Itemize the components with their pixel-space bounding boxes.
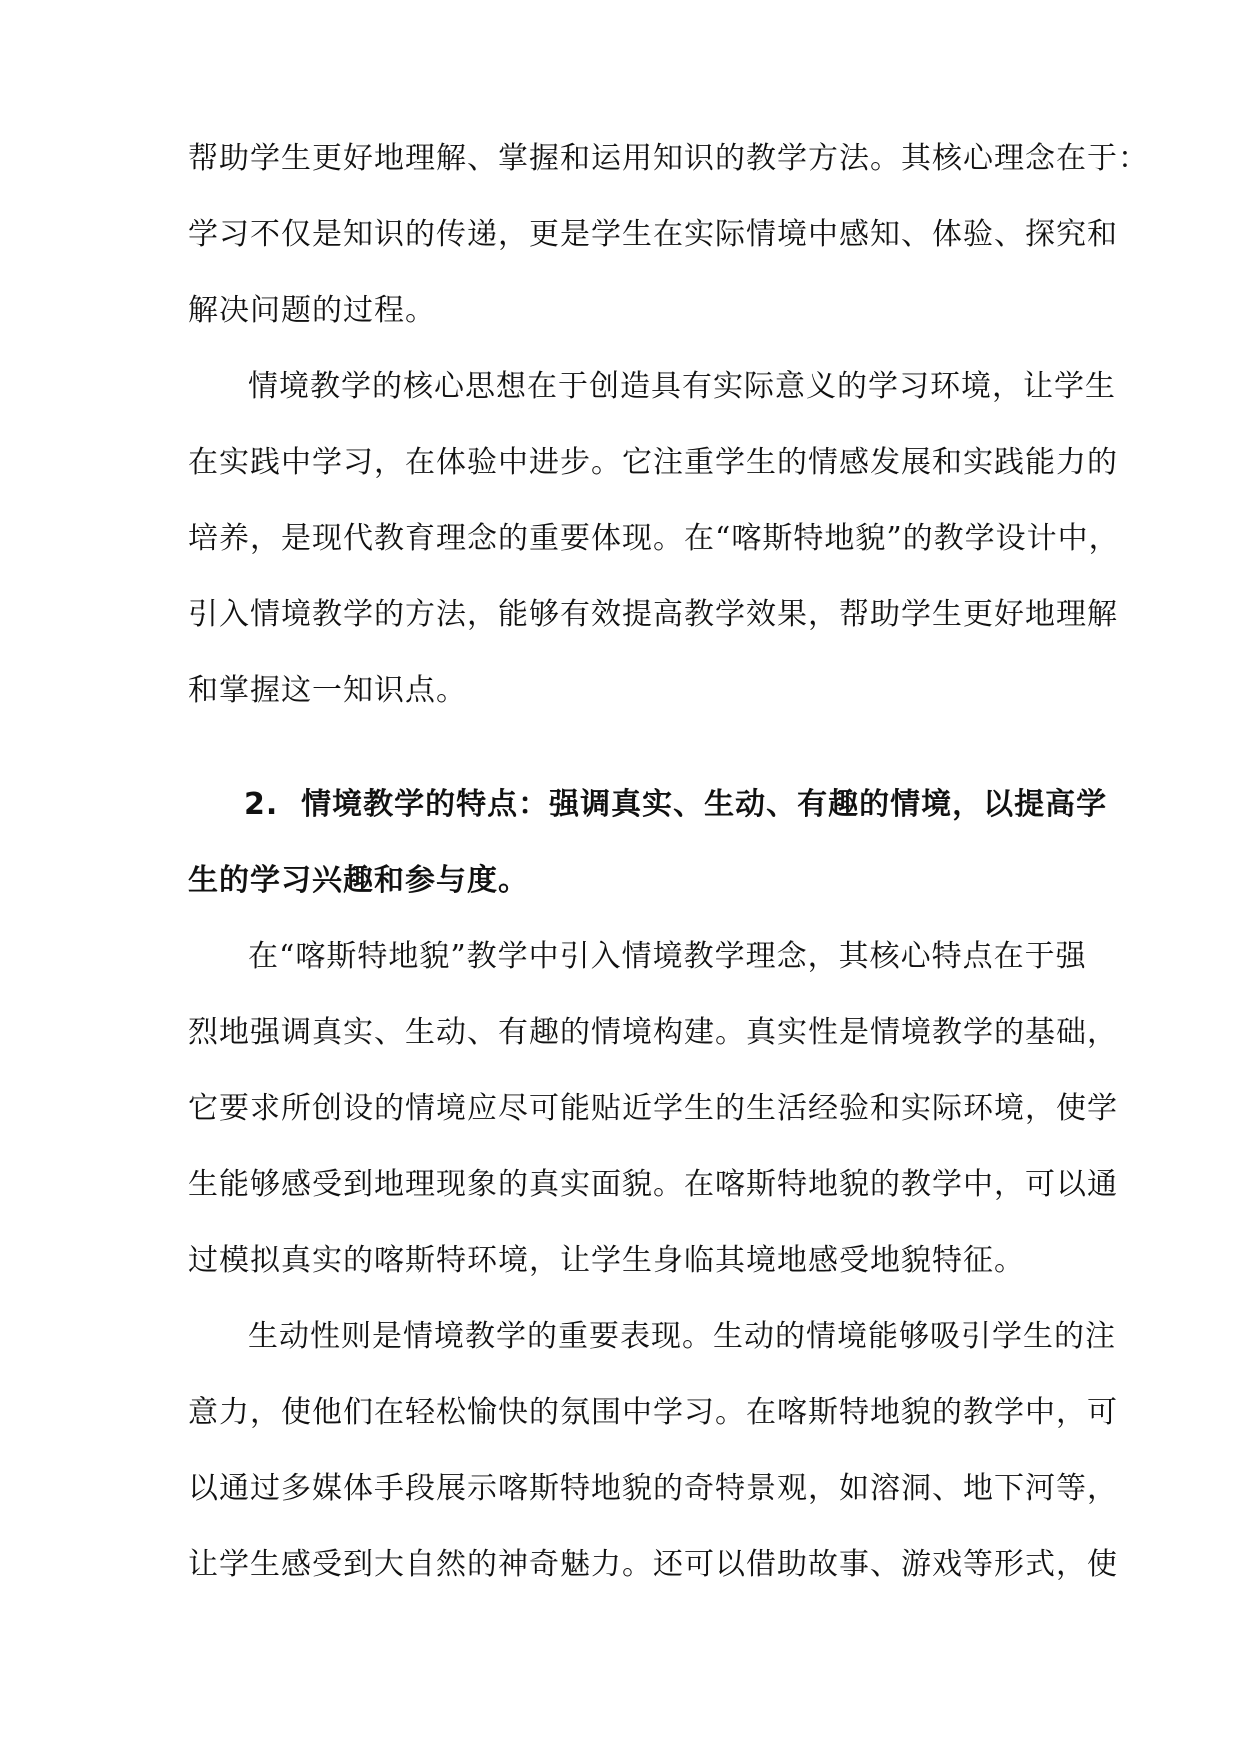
paragraph-2 [188, 349, 1120, 729]
paragraph-line: 在实践中学习，在体验中进步。它注重学生的情感发展和实践能力的 [188, 445, 1118, 480]
heading-number: 2. [244, 787, 279, 822]
paragraph-line: 生能够感受到地理现象的真实面貌。在喀斯特地貌的教学中，可以通 [188, 1167, 1118, 1202]
paragraph-line: 解决问题的过程。 [188, 293, 436, 328]
paragraph-line: 帮助学生更好地理解、掌握和运用知识的教学方法。其核心理念在于： [188, 141, 1149, 176]
paragraph-line: 让学生感受到大自然的神奇魅力。还可以借助故事、游戏等形式，使 [188, 1547, 1118, 1582]
heading-text: 情境教学的特点：强调真实、生动、有趣的情境，以提高学 [301, 787, 1108, 822]
paragraph-3 [188, 919, 1118, 1299]
paragraph-line: 以通过多媒体手段展示喀斯特地貌的奇特景观，如溶洞、地下河等， [188, 1471, 1118, 1506]
paragraph-line: 情境教学的核心思想在于创造具有实际意义的学习环境，让学生 [248, 369, 1116, 404]
document-body [188, 121, 1149, 1603]
section-heading [188, 767, 1108, 919]
paragraph-line: 生动性则是情境教学的重要表现。生动的情境能够吸引学生的注 [248, 1319, 1116, 1354]
paragraph-line: 在“喀斯特地貌”教学中引入情境教学理念，其核心特点在于强 [248, 939, 1087, 974]
paragraph-line: 引入情境教学的方法，能够有效提高教学效果，帮助学生更好地理解 [188, 597, 1118, 632]
paragraph-line: 意力，使他们在轻松愉快的氛围中学习。在喀斯特地貌的教学中，可 [188, 1395, 1118, 1430]
paragraph-line: 烈地强调真实、生动、有趣的情境构建。真实性是情境教学的基础， [188, 1015, 1118, 1050]
paragraph-1 [188, 121, 1149, 349]
heading-line: 生的学习兴趣和参与度。 [188, 863, 529, 898]
paragraph-line: 和掌握这一知识点。 [188, 673, 467, 708]
paragraph-line: 学习不仅是知识的传递，更是学生在实际情境中感知、体验、探究和 [188, 217, 1118, 252]
paragraph-line: 培养，是现代教育理念的重要体现。在“喀斯特地貌”的教学设计中， [188, 521, 1120, 556]
paragraph-line: 过模拟真实的喀斯特环境，让学生身临其境地感受地貌特征。 [188, 1243, 1025, 1278]
heading-line [188, 767, 1108, 843]
paragraph-4 [188, 1299, 1118, 1603]
paragraph-line: 它要求所创设的情境应尽可能贴近学生的生活经验和实际环境，使学 [188, 1091, 1118, 1126]
